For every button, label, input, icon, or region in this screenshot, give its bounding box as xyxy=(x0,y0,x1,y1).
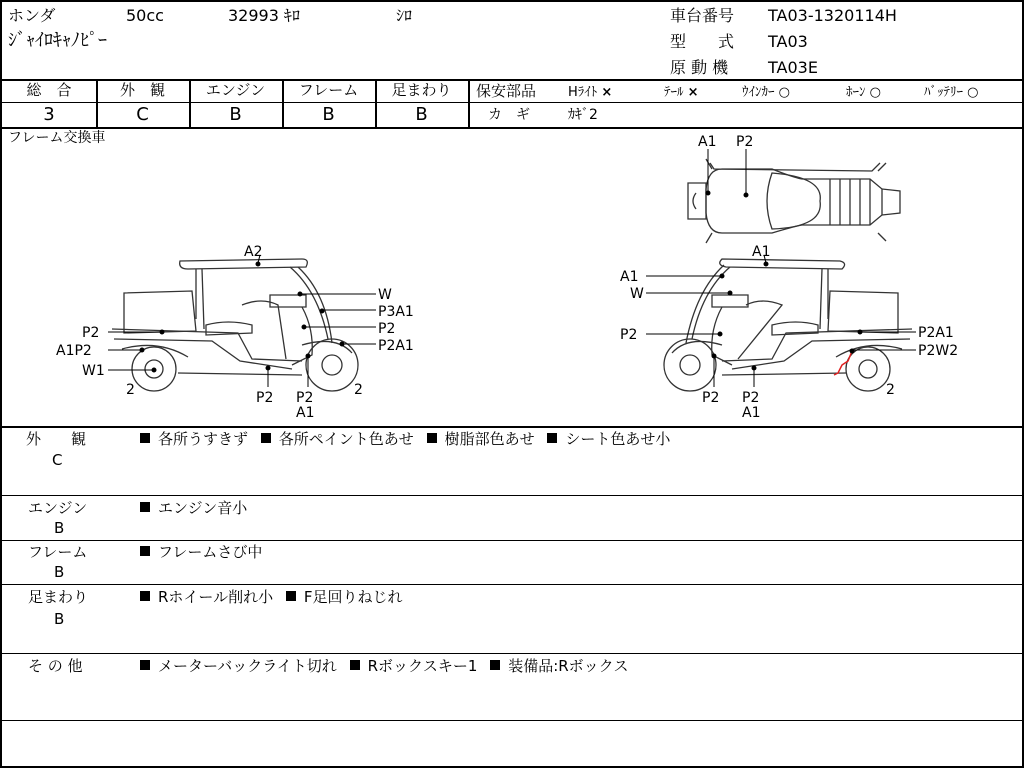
model-name: ｼﾞｬｲﾛｷｬﾉﾋﾟｰ xyxy=(8,30,107,51)
remark-item: フレームさび中 xyxy=(158,543,263,561)
remark-divider xyxy=(2,584,1024,585)
safety-item-name: ﾃｰﾙ xyxy=(664,85,684,100)
remark-grade-suspension: B xyxy=(54,610,65,628)
frame-replaced-note: フレーム交換車 xyxy=(8,130,106,146)
grade-label-exterior: 外 観 xyxy=(119,81,165,99)
remark-grade-exterior: C xyxy=(52,451,63,469)
bullet-icon xyxy=(140,546,150,556)
remark-divider xyxy=(2,540,1024,541)
damage-diagram xyxy=(2,129,1022,425)
remark-items-engine xyxy=(140,501,255,516)
engine-model-value: TA03E xyxy=(768,58,818,77)
remark-category-frame: フレーム xyxy=(28,543,88,561)
label-a2: A2 xyxy=(244,244,263,260)
remark-item: シート色あせ小 xyxy=(565,430,671,448)
remark-item: F足回りねじれ xyxy=(303,588,403,606)
grade-value-overall: 3 xyxy=(43,104,55,125)
remark-items-frame xyxy=(140,545,270,560)
safety-item-horn xyxy=(846,86,881,99)
safety-parts-title: 保安部品 xyxy=(476,82,537,100)
safety-item-name: ﾎｰﾝ xyxy=(846,85,866,100)
label-w: W xyxy=(630,286,644,302)
safety-item-winker xyxy=(742,86,790,99)
grid-mid-divider xyxy=(2,102,1024,103)
safety-item-mark: × xyxy=(687,85,699,100)
right-side-view xyxy=(664,259,912,391)
remark-category-other: そ の 他 xyxy=(28,657,83,675)
key-value: ｶｷﾞ2 xyxy=(568,107,598,123)
bullet-icon xyxy=(140,502,150,512)
safety-item-name: ﾊﾞｯﾃﾘｰ xyxy=(924,85,963,100)
label-p2-bottom2: P2 xyxy=(296,390,314,406)
body-color: ｼﾛ xyxy=(396,6,413,25)
mileage: 32993 ｷﾛ xyxy=(228,6,300,25)
grade-value-frame: B xyxy=(322,104,335,125)
bullet-icon xyxy=(490,660,500,670)
grade-value-engine: B xyxy=(229,104,242,125)
grade-value-suspension: B xyxy=(415,104,428,125)
left-side-view xyxy=(112,259,358,391)
safety-item-tail xyxy=(664,86,699,99)
safety-item-battery xyxy=(924,86,978,99)
label-a1-side: A1 xyxy=(620,269,639,285)
grade-label-suspension: 足まわり xyxy=(391,81,452,99)
remark-category-engine: エンジン xyxy=(28,499,88,517)
label-p2a1-right: P2A1 xyxy=(918,325,954,341)
top-view xyxy=(688,159,900,243)
key-label: カ ギ xyxy=(488,107,530,123)
remark-divider xyxy=(2,653,1024,654)
label-2-right: 2 xyxy=(354,382,363,398)
label-w-top: W xyxy=(378,287,392,303)
safety-item-mark: ○ xyxy=(967,85,979,100)
remark-divider xyxy=(2,495,1024,496)
remark-item: 各所うすきず xyxy=(158,430,249,448)
label-p2w2: P2W2 xyxy=(918,343,959,359)
diagram-bottom-divider xyxy=(2,426,1024,428)
bullet-icon xyxy=(350,660,360,670)
maker-name: ホンダ xyxy=(8,6,56,25)
label-a1-top: A1 xyxy=(752,244,771,260)
remark-divider xyxy=(2,720,1024,721)
label-p2a1-left: P2A1 xyxy=(378,338,414,354)
remark-item: 装備品:Rボックス xyxy=(508,657,629,675)
label-p2-bottom1: P2 xyxy=(256,390,274,406)
remark-grade-frame: B xyxy=(54,563,65,581)
remark-grade-engine: B xyxy=(54,519,65,537)
grade-label-frame: フレーム xyxy=(298,81,359,99)
label-p2-bottom1-right: P2 xyxy=(702,390,720,406)
remark-item: 各所ペイント色あせ xyxy=(278,430,414,448)
label-p2-left: P2 xyxy=(82,325,100,341)
label-top-p2: P2 xyxy=(736,134,754,150)
safety-item-mark: ○ xyxy=(869,85,881,100)
safety-item-name: ｳｲﾝｶｰ xyxy=(742,85,775,100)
label-a1-bottom: A1 xyxy=(296,405,315,421)
grade-label-engine: エンジン xyxy=(205,81,266,99)
remark-category-suspension: 足まわり xyxy=(28,588,89,606)
label-p2-left-right: P2 xyxy=(620,327,638,343)
bullet-icon xyxy=(140,660,150,670)
label-a1-bottom-right: A1 xyxy=(742,405,761,421)
remark-item: 樹脂部色あせ xyxy=(444,430,535,448)
type-value: TA03 xyxy=(768,32,808,51)
bullet-icon xyxy=(547,433,557,443)
label-2: 2 xyxy=(886,382,895,398)
remark-item: Rボックスキー1 xyxy=(367,657,478,675)
remark-items-other xyxy=(140,659,637,674)
bullet-icon xyxy=(140,591,150,601)
remark-item: エンジン音小 xyxy=(158,499,248,517)
damage-mark xyxy=(834,351,852,375)
remark-item: Rホイール削れ小 xyxy=(158,588,274,606)
label-2-left: 2 xyxy=(126,382,135,398)
chassis-label: 車台番号 xyxy=(670,6,735,25)
label-a1p2: A1P2 xyxy=(56,343,92,359)
grid-divider xyxy=(468,79,470,127)
remark-items-exterior xyxy=(140,432,678,447)
safety-item-name: Hﾗｲﾄ xyxy=(568,85,598,100)
grade-label-overall: 総 合 xyxy=(26,81,72,99)
remark-items-suspension xyxy=(140,590,411,605)
label-w1: W1 xyxy=(82,363,105,379)
grade-value-exterior: C xyxy=(136,104,149,125)
type-label: 型 式 xyxy=(670,32,735,51)
label-p2-right: P2 xyxy=(378,321,396,337)
safety-item-mark: × xyxy=(601,85,613,100)
safety-item-headlight xyxy=(568,86,612,99)
remark-category-exterior: 外 観 xyxy=(26,430,87,448)
bullet-icon xyxy=(261,433,271,443)
remark-item: メーターバックライト切れ xyxy=(158,657,337,675)
chassis-value: TA03-1320114H xyxy=(768,6,897,25)
bullet-icon xyxy=(140,433,150,443)
label-top-a1: A1 xyxy=(698,134,717,150)
bullet-icon xyxy=(286,591,296,601)
safety-item-mark: ○ xyxy=(778,85,790,100)
engine-model-label: 原 動 機 xyxy=(670,58,729,77)
displacement: 50cc xyxy=(126,6,164,25)
label-p3a1: P3A1 xyxy=(378,304,414,320)
bullet-icon xyxy=(427,433,437,443)
label-p2-bottom2-right: P2 xyxy=(742,390,760,406)
